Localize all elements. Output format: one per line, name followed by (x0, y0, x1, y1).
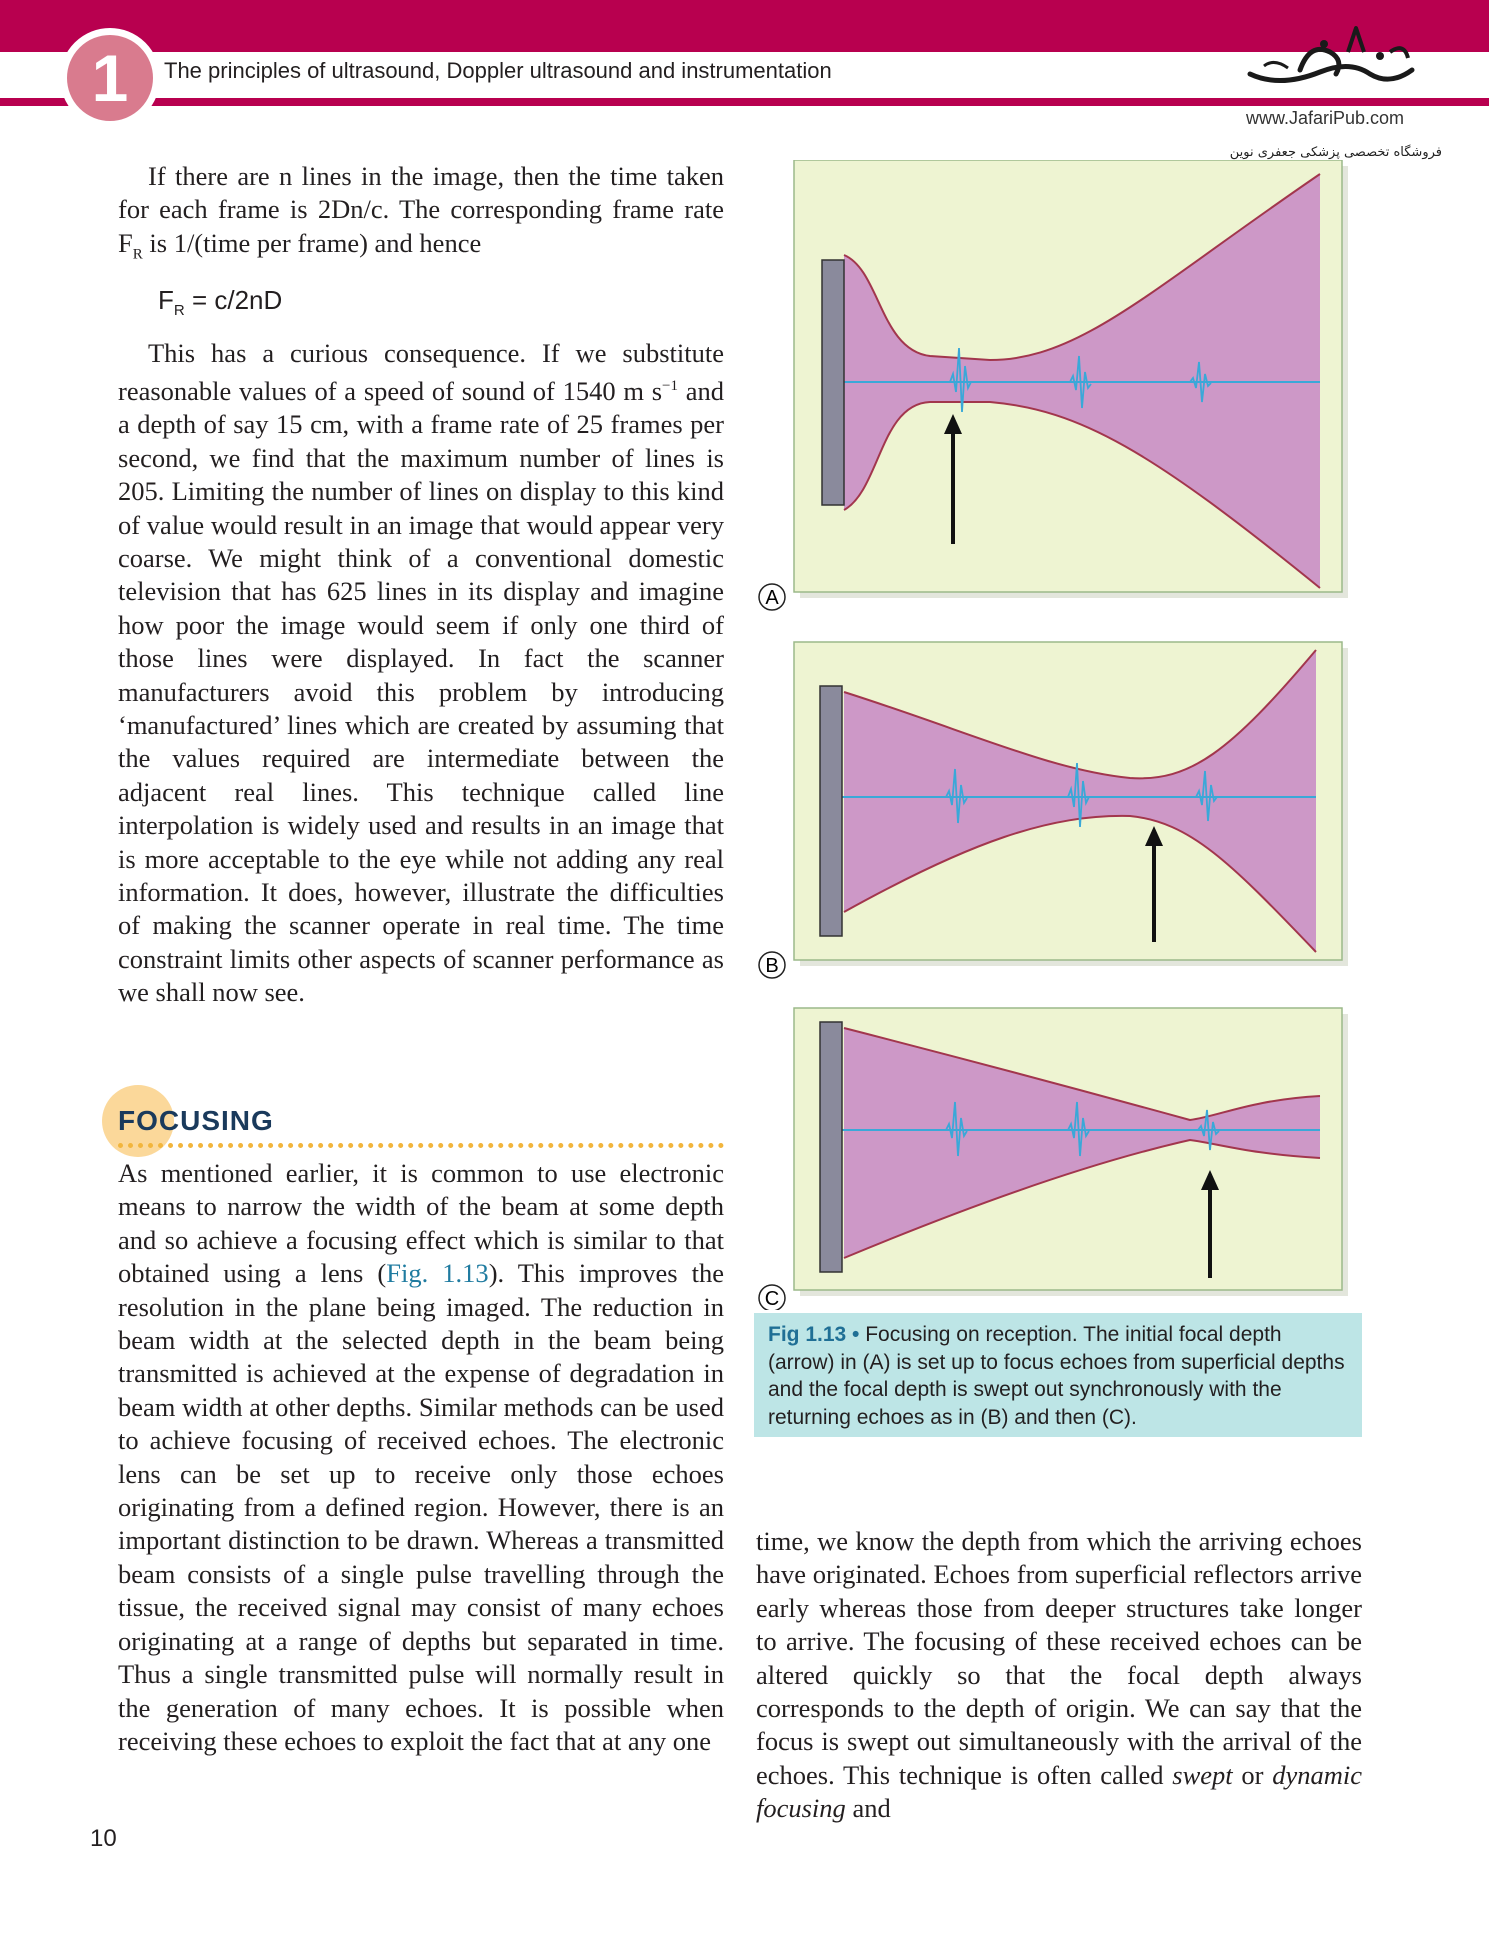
formula-subscript: R (173, 301, 185, 319)
section-heading-block (102, 1085, 724, 1145)
heading-dotted-rule (118, 1143, 724, 1148)
panel-b (759, 642, 1348, 978)
caption-label: Fig 1.13 (768, 1323, 847, 1346)
paragraph-2-text: This has a curious consequence. If we substitute reasonable values of a speed of sound of 1540 m s (118, 337, 724, 406)
paragraph-1-text: If there are n lines in the image, then the time taken for each frame is 2Dn/c. The corresponding frame rate F (118, 161, 724, 258)
panel-c (759, 1008, 1348, 1310)
panel-a (759, 160, 1348, 610)
paragraph-2-end: and a depth of say 15 cm, with a frame rate of 25 frames per second, we find that the maximum number of lines is 205. Limiting the number of lines on display to this kind of value would result in an image that would appear very coarse. We might think of a conventional domestic television that has 625 lines in its display and imagine how poor the image would seem if only one third of those lines were displayed. In fact the scanner manufacturers avoid this problem by introducing ‘manufactured’ lines which are created by assuming that the values required are intermediate between the adjacent real lines. This technique called line interpolation is widely used and results in an image that is more acceptable to the eye while not adding any real information. It does, however, illustrate the difficulties of making the scanner operate in real time. The time constraint limits other aspects of scanner performance as we shall now see. (118, 375, 724, 1008)
emphasis-dynamic-focusing: dynamic focusing (756, 1759, 1362, 1824)
figure-reference-link[interactable]: Fig. 1.13 (386, 1258, 489, 1289)
paragraph-4-text: time, we know the depth from which the arriving echoes have originated. Echoes from superficial reflectors arrive early whereas those from deeper structures take longer to arrive. The focusing of these received echoes can be altered quickly so that the focal depth always corresponds to the depth of origin. We can say that the focus is swept out simultaneously with the arrival of the echoes. This technique is often called (756, 1526, 1362, 1790)
paragraph-3-end: ). This improves the resolution in the plane being imaged. The reduction in beam width at the selected depth in the beam being transmitted is achieved at the expense of degradation in beam width at other depths. Similar methods can be used to achieve focusing of received echoes. The electronic lens can be set up to receive only those echoes originating from a defined region. However, there is an important distinction to be drawn. Whereas a transmitted beam consists of a single pulse travelling through the tissue, the received signal may consist of many echoes originating at a range of depths but separated in time. Thus a single transmitted pulse will normally result in the generation of many echoes. It is possible when receiving these echoes to exploit the fact that at any one (118, 1258, 724, 1756)
publisher-logo (1240, 22, 1420, 106)
paragraph-2 (118, 337, 724, 1010)
formula-rhs: = c/2nD (184, 284, 283, 315)
left-column (118, 160, 724, 1010)
section-heading: FOCUSING (118, 1105, 274, 1136)
panel-label-c: C (764, 1288, 780, 1310)
page-number: 10 (90, 1825, 117, 1852)
superscript: −1 (662, 378, 678, 395)
paragraph-1-end: is 1/(time per frame) and hence (142, 227, 482, 258)
figure-1-13 (750, 160, 1360, 1310)
paragraph-1 (118, 160, 724, 272)
publisher-name: فروشگاه تخصصی پزشکی جعفری نوین (1229, 145, 1442, 160)
transducer-b (820, 686, 842, 936)
chapter-badge: 1 (60, 28, 160, 128)
paragraph-3 (118, 1157, 724, 1758)
paragraph-4-end: and (845, 1793, 891, 1824)
caption-text: Focusing on reception. The initial focal depth (arrow) in (A) is set up to focus echoes from superficial depths and the focal depth is swept out synchronously with the returning echoes as in (B) and then (C). (768, 1323, 1345, 1429)
frame-rate-formula (158, 282, 724, 329)
left-column-lower (118, 1157, 724, 1758)
paragraph-4-mid: or (1232, 1759, 1273, 1790)
right-column (756, 1525, 1362, 1826)
figure-caption (754, 1313, 1362, 1437)
transducer-c (820, 1022, 842, 1272)
running-title: The principles of ultrasound, Doppler ultrasound and instrumentation (164, 58, 832, 83)
panel-label-a: A (765, 587, 779, 609)
caption-bullet: • (846, 1323, 866, 1346)
panel-label-b: B (765, 955, 779, 977)
publisher-url: www.JafariPub.com (1246, 108, 1405, 128)
subscript: R (132, 246, 143, 263)
paragraph-3-text: As mentioned earlier, it is common to use electronic means to narrow the width of the beam at some depth and so achieve a focusing effect which is similar to that obtained using a lens ( (118, 1158, 724, 1289)
emphasis-swept: swept (1172, 1759, 1233, 1790)
transducer-a (822, 260, 844, 505)
paragraph-4 (756, 1525, 1362, 1826)
formula-lhs: F (158, 284, 174, 315)
